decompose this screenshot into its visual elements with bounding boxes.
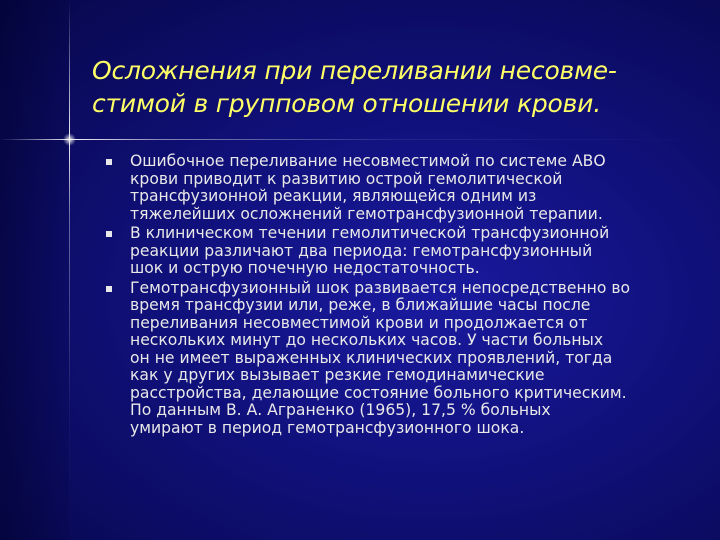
bullet-text-line: время трансфузии или, реже, в ближайшие часы после	[130, 296, 591, 314]
bullet-text-line: По данным В. А. Аграненко (1965), 17,5 % больных	[130, 401, 551, 419]
square-bullet-icon	[106, 159, 112, 165]
bullet-item	[106, 153, 696, 223]
bullet-text-line: шок и острую почечную недостаточность.	[130, 259, 480, 277]
bullet-text-line: расстройства, делающие состояние больного критическим.	[130, 383, 627, 402]
bullet-text-line: Гемотрансфузионный шок развивается непосредственно во	[130, 278, 631, 297]
bullet-text-line: крови приводит к развитию острой гемолитической	[130, 169, 563, 188]
bullet-text-line: тяжелейших осложнений гемотрансфузионной терапии.	[130, 204, 603, 223]
bullet-text-line: В клиническом течении гемолитической трансфузионной	[130, 224, 610, 242]
bullet-text-line: он не имеет выраженных клинических проявлений, тогда	[130, 348, 613, 367]
bullet-text-line: трансфузионной реакции, являющейся одним из	[130, 187, 537, 205]
slide-title	[92, 54, 692, 120]
bullet-text-line: переливания несовместимой крови и продолжается от	[130, 313, 588, 332]
bullet-item	[106, 225, 696, 278]
bullet-text-line: нескольких минут до нескольких часов. У части больных	[130, 331, 604, 349]
bullet-list	[106, 153, 696, 439]
square-bullet-icon	[106, 286, 112, 292]
bullet-text-line: как у других вызывает резкие гемодинамические	[130, 366, 545, 384]
decorative-vertical-line	[69, 0, 70, 540]
left-decorative-band	[0, 0, 70, 540]
square-bullet-icon	[106, 231, 112, 237]
decorative-cross-glow	[63, 133, 76, 146]
bullet-text-line: реакции различают два периода: гемотрансфузионный	[130, 241, 593, 260]
decorative-horizontal-line	[0, 139, 720, 140]
bullet-text-line: Ошибочное переливание несовместимой по системе АВО	[130, 152, 606, 170]
bullet-text-line: умирают в период гемотрансфузионного шока.	[130, 418, 525, 437]
slide-title-line: стимой в групповом отношении крови.	[92, 89, 601, 118]
bullet-item	[106, 280, 696, 438]
slide-title-line: Осложнения при переливании несовме-	[92, 56, 617, 85]
